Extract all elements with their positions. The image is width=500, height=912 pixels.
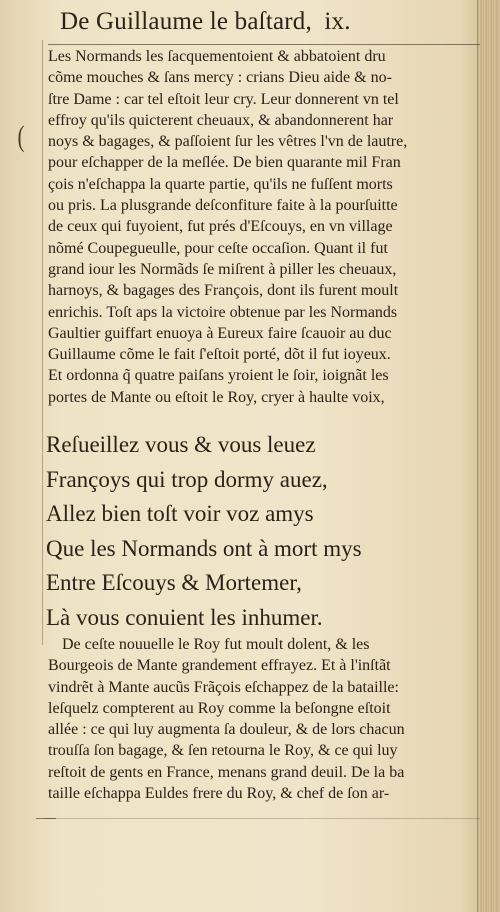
text-line: Bourgeois de Mante grandement effrayez. Et à l'inſtãt xyxy=(48,657,391,675)
text-line: pour eſchapper de la meſlée. De bien quarante mil Fran xyxy=(48,154,401,172)
text-line: enrichis. Toſt aps la victoire obtenue par les Normands xyxy=(48,303,398,321)
margin-bracket-mark: ( xyxy=(17,120,25,153)
verse-block xyxy=(46,428,480,635)
text-line: portes de Mante ou eſtoit le Roy, cryer à haulte voix, xyxy=(48,388,385,406)
verse-line: Françoys qui trop dormy auez, xyxy=(46,466,328,492)
page-edge xyxy=(477,0,500,912)
verse-line: Que les Normands ont à mort mys xyxy=(46,535,362,561)
text-line: De ceſte nouuelle le Roy fut moult dolent, & les xyxy=(62,636,370,653)
text-line: effroy qu'ils quicterent cheuaux, & abandonnerent har xyxy=(48,111,394,129)
text-line: Les Normands les ſacquementoient & abbatoient dru xyxy=(48,48,386,65)
text-line: harnoys, & bagages des François, dont ils furent moult xyxy=(48,282,399,300)
paragraph-1 xyxy=(48,46,480,408)
running-header xyxy=(60,8,480,36)
header-rule xyxy=(48,44,480,45)
bottom-rule xyxy=(44,818,480,819)
text-line: cõme mouches & ſans mercy : crians Dieu aide & no- xyxy=(48,69,392,87)
gutter-line xyxy=(42,40,43,645)
text-line: nõmé Coupegueulle, pour ceſte occaſion. Quant il fut xyxy=(48,239,388,257)
folio-number: ix. xyxy=(324,8,351,35)
text-line: çois n'eſchappa la quarte partie, qu'ils ne fuſſent morts xyxy=(48,175,393,193)
text-line: reſtoit de gents en France, menans grand deuil. De la ba xyxy=(48,763,405,781)
verse-line: Là vous conuient les inhumer. xyxy=(46,604,323,630)
verse-line: Allez bien toſt voir voz amys xyxy=(46,501,314,526)
text-line: ſtre Dame : car tel eſtoit leur cry. Leur donnerent vn tel xyxy=(48,90,399,108)
header-title: De Guillaume le baſtard, xyxy=(60,8,312,35)
bottom-mark xyxy=(36,818,56,819)
text-line: grand iour les Normãds ſe miſrent à piller les cheuaux, xyxy=(48,260,397,278)
text-line: leſquelz compterent au Roy comme la beſongne eſtoit xyxy=(48,699,391,717)
text-line: vindrẽt à Mante aucũs Frãçois eſchappez de la bataille: xyxy=(48,678,399,696)
text-line: noys & bagages, & paſſoient ſur les vêtres l'vn de lautre, xyxy=(48,133,408,151)
text-line: allée : ce qui luy augmenta ſa douleur, & de lors chacun xyxy=(48,721,405,739)
text-line: Guillaume cõme le fait ſ'eſtoit porté, dõt il fut ioyeux. xyxy=(48,346,391,364)
text-line: ou pris. La plusgrande deſconfiture faite à la pourſuitte xyxy=(48,197,398,215)
paragraph-2 xyxy=(48,634,480,804)
text-line: Et ordonna q̃ quatre paiſans yroient le ſoir, ioignãt les xyxy=(48,367,389,385)
text-line: taille eſchappa Euldes frere du Roy, & chef de ſon ar- xyxy=(48,785,390,803)
text-line: Gaultier guiffart enuoya à Eureux faire ſcauoir au duc xyxy=(48,324,392,342)
verse-line: Entre Eſcouys & Mortemer, xyxy=(46,570,302,595)
text-line: trouſſa ſon bagage, & ſen retourna le Roy, & ce qui luy xyxy=(48,742,398,760)
verse-line: Reſueillez vous & vous leuez xyxy=(46,432,316,457)
text-line: de ceux qui fuyoient, fut prés d'Eſcouys, en vn village xyxy=(48,218,393,236)
